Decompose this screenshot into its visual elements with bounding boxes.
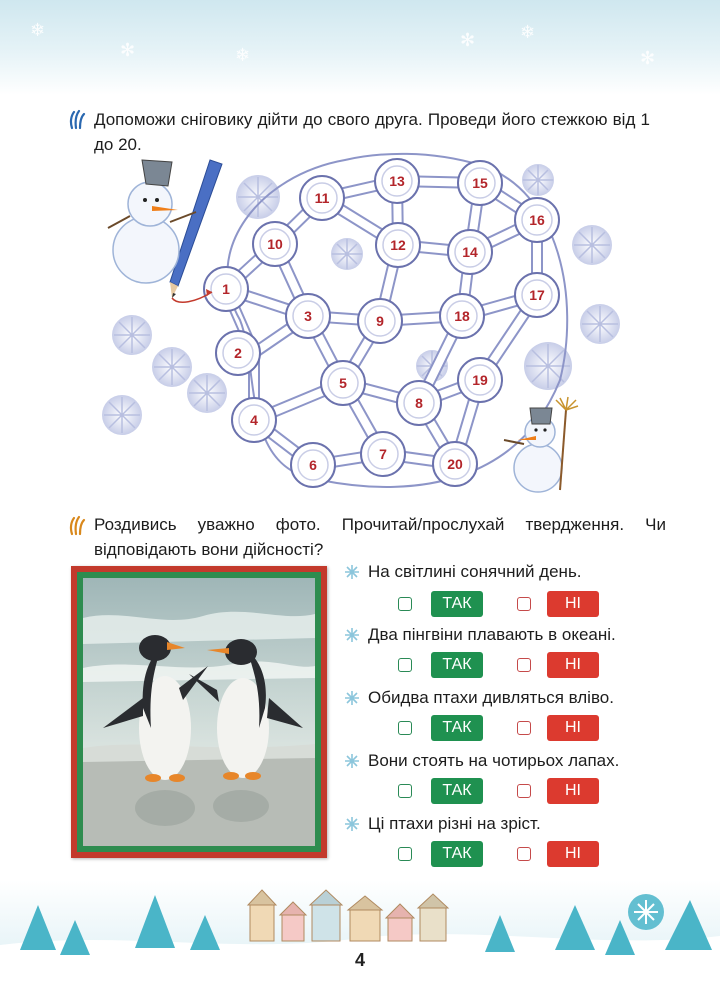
node-label: 11	[314, 190, 330, 206]
no-checkbox[interactable]	[517, 784, 531, 798]
maze-node	[358, 299, 402, 343]
maze-node	[286, 294, 330, 338]
yes-checkbox[interactable]	[398, 721, 412, 735]
maze-node	[300, 176, 344, 220]
no-button[interactable]: НІ	[547, 652, 599, 678]
no-button[interactable]: НІ	[547, 591, 599, 617]
task-hand-icon	[68, 108, 88, 130]
node-label: 13	[389, 173, 405, 189]
maze-node	[515, 198, 559, 242]
node-label: 9	[376, 313, 384, 329]
snowflake-ornament-icon	[628, 894, 664, 930]
statement-text: Обидва птахи дивляться вліво.	[368, 688, 614, 707]
node-label: 16	[529, 212, 545, 228]
no-button[interactable]: НІ	[547, 841, 599, 867]
penguin-photo	[71, 566, 327, 858]
task2-instruction: Роздивись уважно фото. Прочитай/прослухай твердження. Чи відповідають вони дійсності?	[94, 515, 666, 559]
node-label: 15	[472, 175, 488, 191]
no-button[interactable]: НІ	[547, 715, 599, 741]
maze-node	[515, 273, 559, 317]
task1-instruction: Допоможи сніговику дійти до свого друга. Проведи його стежкою від 1 до 20.	[94, 110, 650, 154]
node-label: 20	[447, 456, 463, 472]
no-button[interactable]: НІ	[547, 778, 599, 804]
number-maze	[0, 150, 720, 505]
snowflake-icon: ❄	[30, 20, 46, 40]
yes-button[interactable]: ТАК	[431, 652, 483, 678]
node-label: 3	[304, 308, 312, 324]
maze-node	[375, 159, 419, 203]
maze-node	[204, 267, 248, 311]
node-label: 14	[462, 244, 478, 260]
snowflake-bullet-icon	[344, 816, 360, 832]
node-label: 10	[267, 236, 283, 252]
top-snow-band	[0, 0, 720, 95]
yes-checkbox[interactable]	[398, 784, 412, 798]
maze-node	[397, 381, 441, 425]
snowflake-bullet-icon	[344, 627, 360, 643]
bottom-winter-band	[0, 880, 720, 1000]
statement-text: На світлині сонячний день.	[368, 562, 582, 581]
maze-node	[361, 432, 405, 476]
maze-node	[448, 230, 492, 274]
yes-button[interactable]: ТАК	[431, 715, 483, 741]
node-label: 7	[379, 446, 387, 462]
yes-checkbox[interactable]	[398, 658, 412, 672]
node-label: 2	[234, 345, 242, 361]
maze-node	[291, 443, 335, 487]
maze-node	[232, 398, 276, 442]
snowflake-bullet-icon	[344, 690, 360, 706]
statement-text: Два пінгвіни плавають в океані.	[368, 625, 616, 644]
yes-checkbox[interactable]	[398, 597, 412, 611]
node-label: 18	[454, 308, 470, 324]
node-label: 8	[415, 395, 423, 411]
page-number: 4	[354, 950, 365, 970]
yes-button[interactable]: ТАК	[431, 591, 483, 617]
node-label: 19	[472, 372, 488, 388]
snowflake-icon: ❄	[235, 45, 251, 65]
no-checkbox[interactable]	[517, 721, 531, 735]
snowflake-icon: ❄	[520, 22, 536, 42]
maze-node	[433, 442, 477, 486]
yes-button[interactable]: ТАК	[431, 841, 483, 867]
snowflake-bullet-icon	[344, 564, 360, 580]
statement-text: Ці птахи різні на зріст.	[368, 814, 541, 833]
node-label: 12	[390, 237, 406, 253]
maze-node	[253, 222, 297, 266]
maze-node	[321, 361, 365, 405]
no-checkbox[interactable]	[517, 847, 531, 861]
maze-node	[216, 331, 260, 375]
yes-button[interactable]: ТАК	[431, 778, 483, 804]
task-hand-icon	[68, 514, 88, 536]
maze-node	[458, 161, 502, 205]
snowflake-icon: ✻	[120, 40, 136, 60]
no-checkbox[interactable]	[517, 658, 531, 672]
node-label: 17	[529, 287, 545, 303]
maze-node	[440, 294, 484, 338]
penguin-photo-image	[83, 578, 315, 846]
no-checkbox[interactable]	[517, 597, 531, 611]
yes-checkbox[interactable]	[398, 847, 412, 861]
statement-text: Вони стоять на чотирьох лапах.	[368, 751, 620, 770]
node-label: 1	[222, 281, 230, 297]
snowflake-bullet-icon	[344, 753, 360, 769]
node-label: 4	[250, 412, 258, 428]
snowflake-icon: ✻	[460, 30, 476, 50]
maze-node	[458, 358, 502, 402]
maze-node	[376, 223, 420, 267]
node-label: 6	[309, 457, 317, 473]
snowflake-icon: ✻	[640, 48, 656, 68]
node-label: 5	[339, 375, 347, 391]
